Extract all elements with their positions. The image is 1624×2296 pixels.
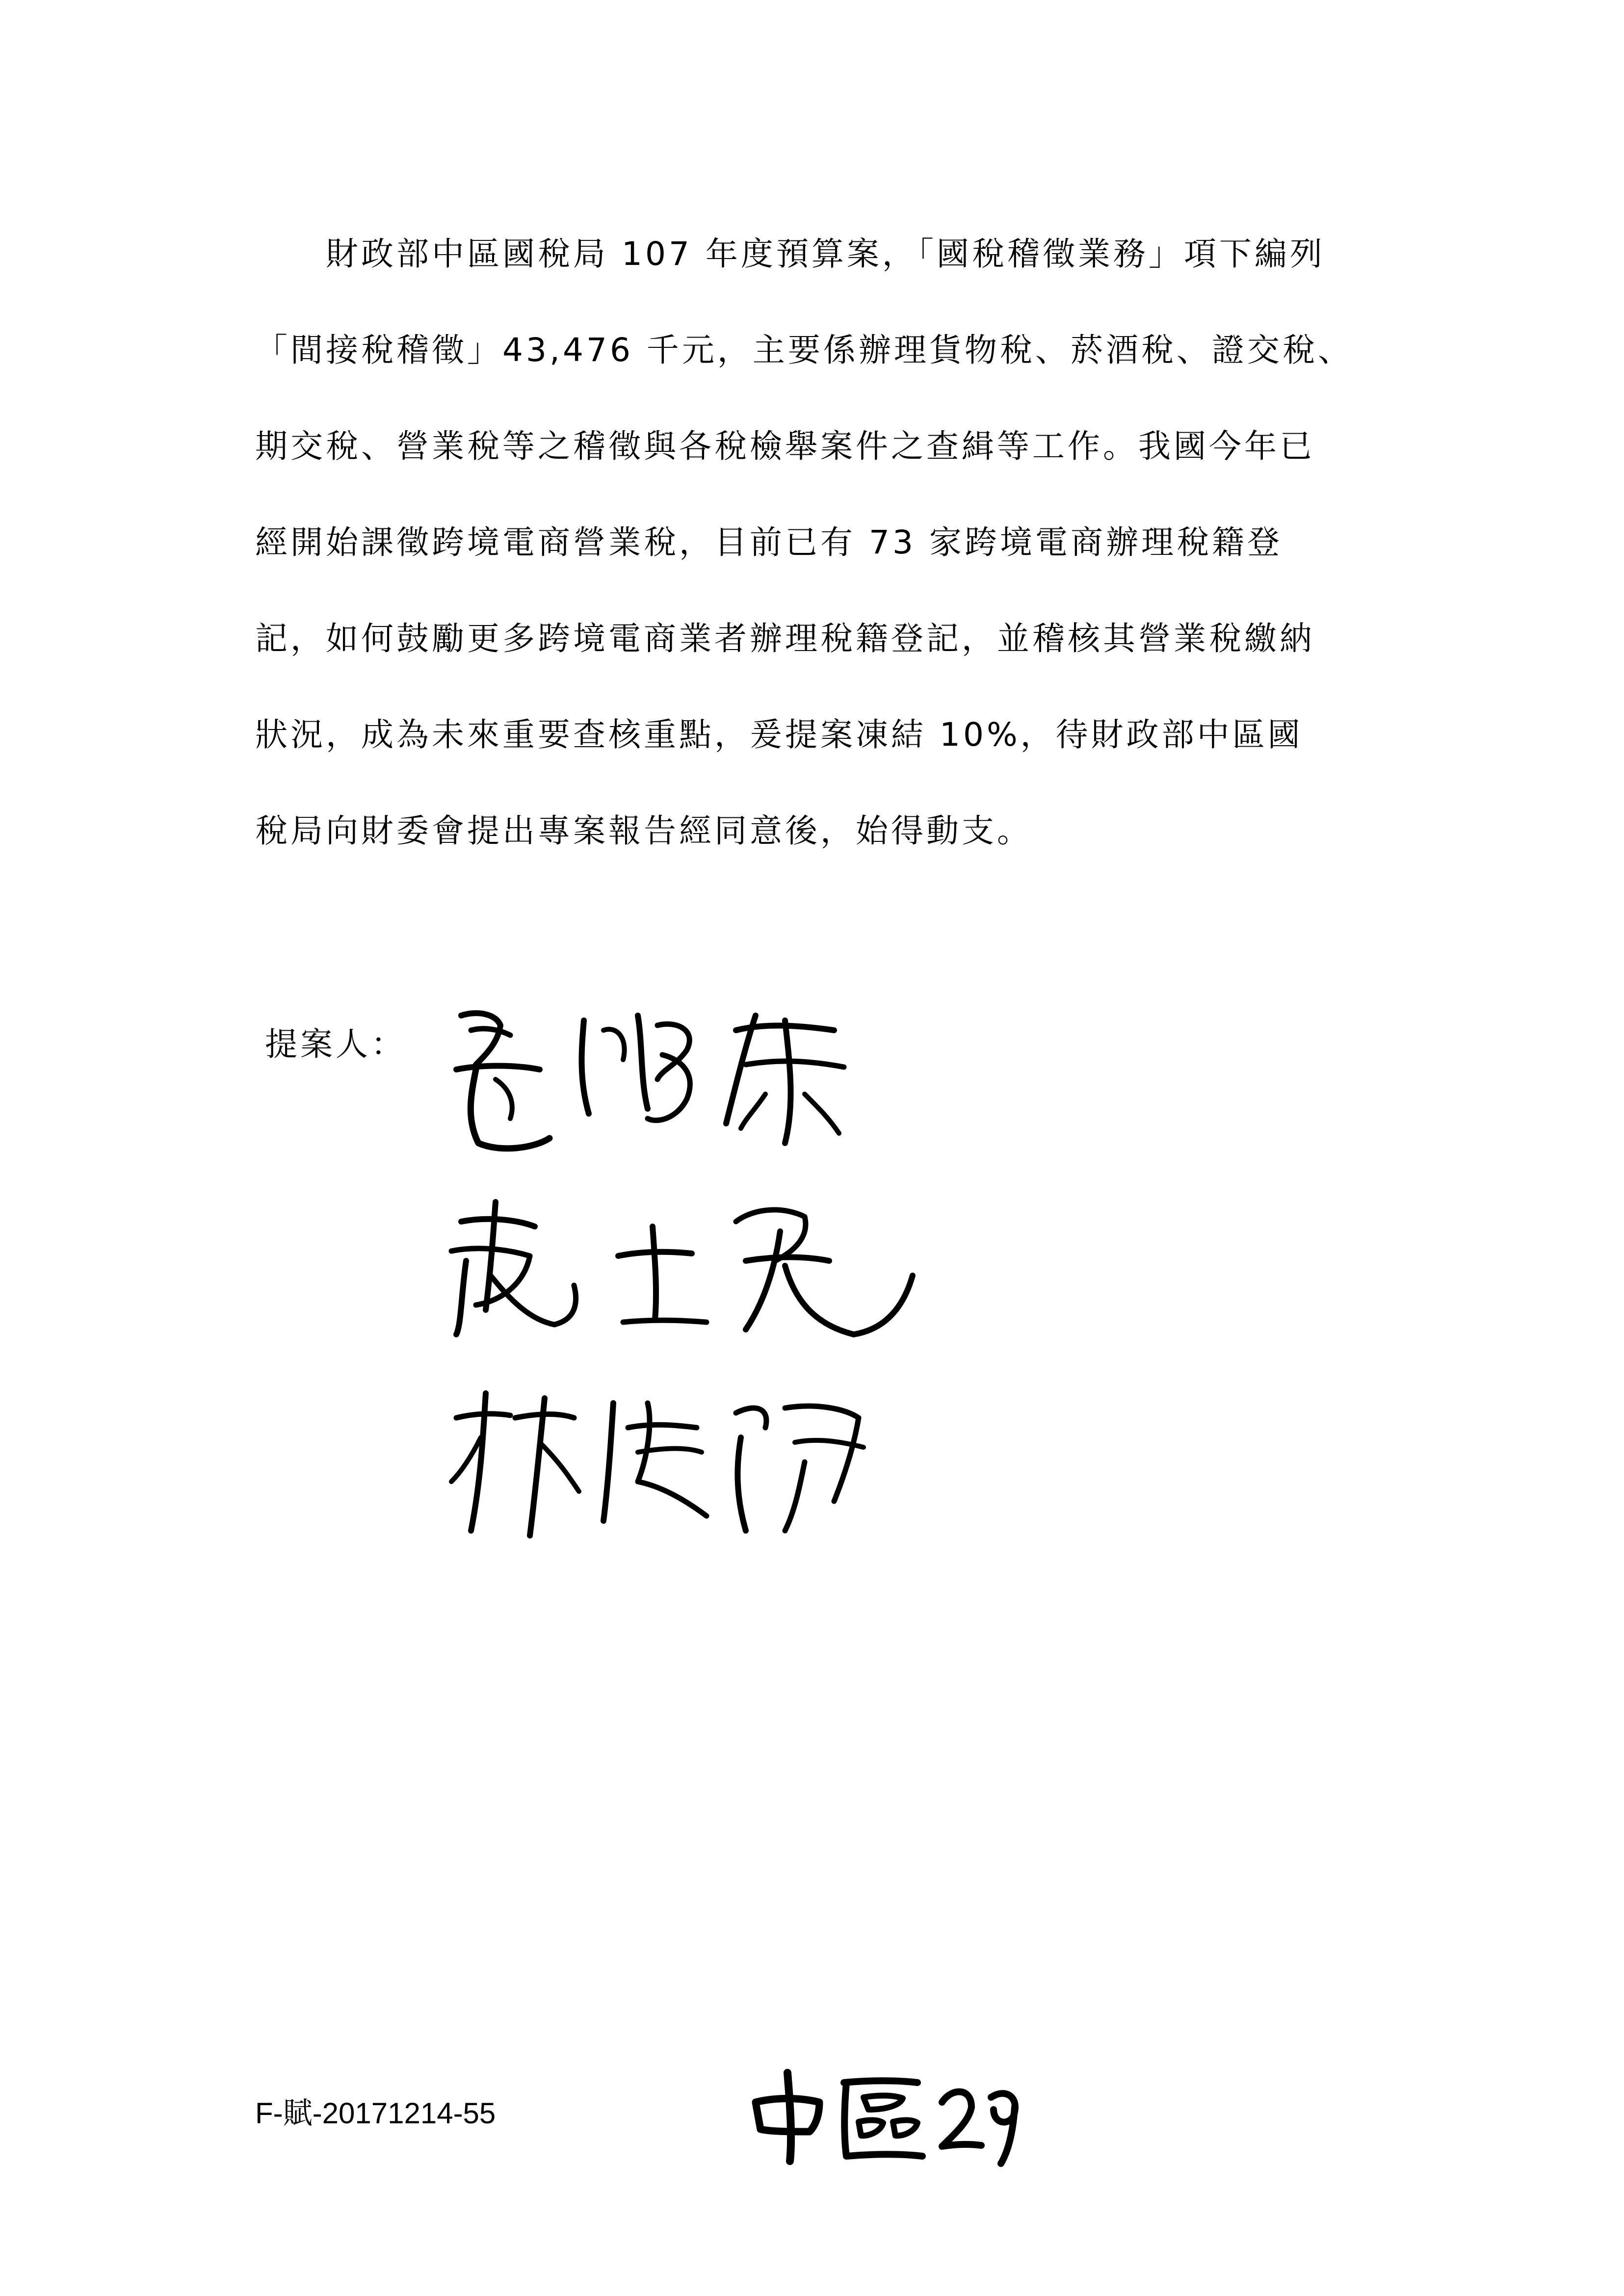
body-line: 期交稅、營業稅等之稽徵與各稅檢舉案件之查緝等工作。我國今年已 (255, 427, 1315, 465)
body-line: 經開始課徵跨境電商營業稅，目前已有 73 家跨境電商辦理稅籍登 (255, 523, 1283, 561)
body-line: 稅局向財委會提出專案報告經同意後，始得動支。 (255, 812, 1032, 850)
handwritten-signature-3 (442, 1374, 883, 1550)
body-line: 記，如何鼓勵更多跨境電商業者辦理稅籍登記，並稽核其營業稅繳納 (255, 620, 1315, 657)
handwritten-signature-1 (442, 996, 883, 1158)
proposer-label: 提案人： (265, 1025, 406, 1063)
body-line: 「間接稅稽徵」43,476 千元，主要係辦理貨物稅、菸酒稅、證交稅、 (255, 331, 1353, 369)
body-line: 狀況，成為未來重要查核重點，爰提案凍結 10%，待財政部中區國 (255, 716, 1303, 754)
document-code: F-賦-20171214-55 (255, 2097, 496, 2130)
handwritten-signature-2 (432, 1187, 922, 1349)
proposal-body (255, 206, 1393, 879)
body-line: 財政部中區國稅局 107 年度預算案，「國稅稽徵業務」項下編列 (255, 235, 1325, 273)
handwritten-stamp (746, 2063, 1021, 2166)
